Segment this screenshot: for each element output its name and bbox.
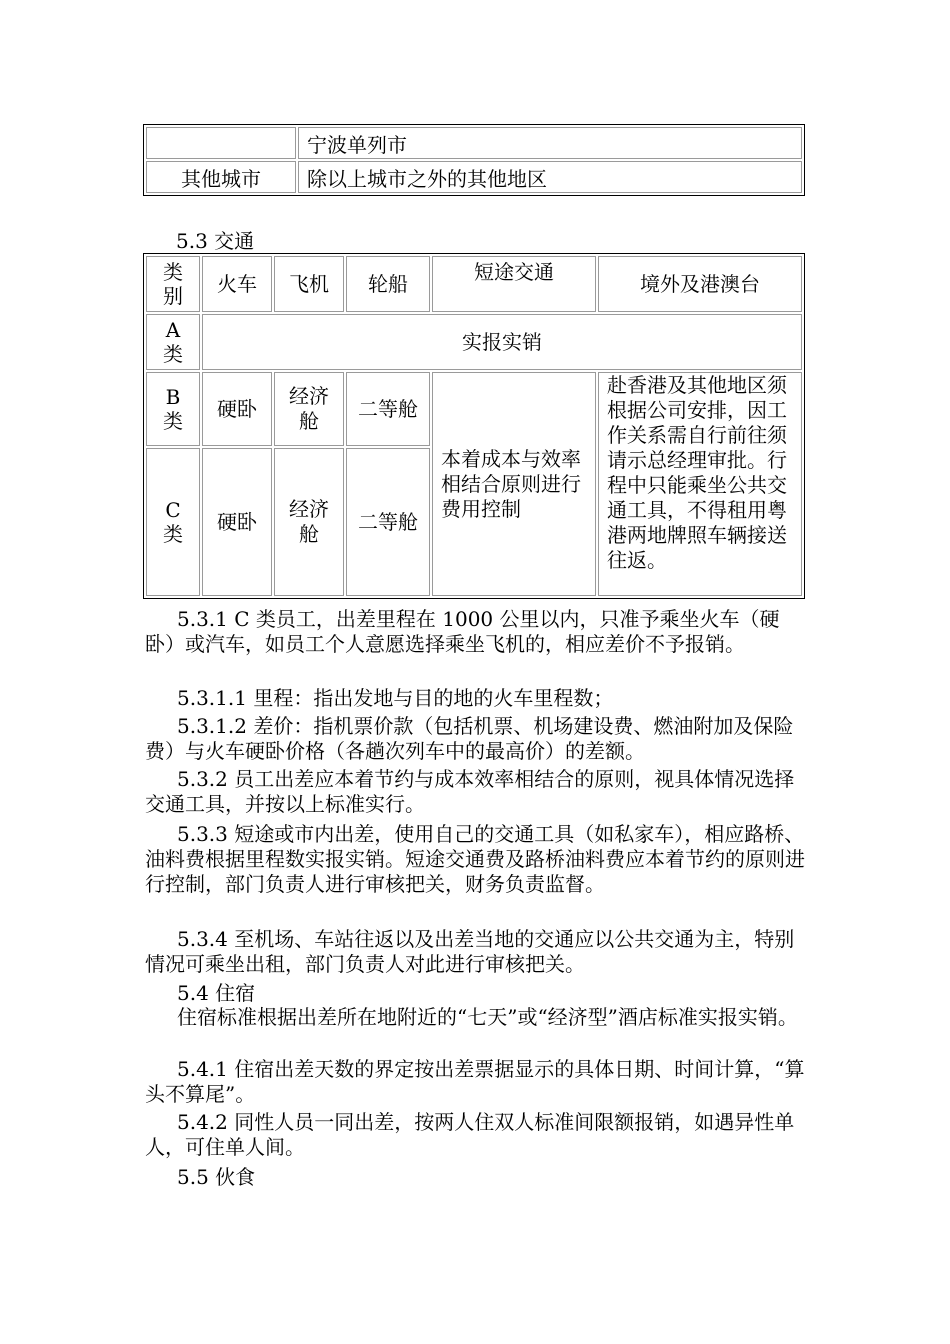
short-trip-policy: 本着成本与效率相结合原则进行费用控制 <box>432 372 596 596</box>
paragraph-5-3-2: 5.3.2 员工出差应本着节约与成本效率相结合的原则，视具体情况选择交通工具，并按以上标准实行。 <box>145 767 795 816</box>
category-c: C类 <box>146 448 200 596</box>
paragraph-5-3-1-1: 5.3.1.1 里程：指出发地与目的地的火车里程数； <box>177 686 614 710</box>
paragraph-5-4-1: 5.4.1 住宿出差天数的界定按出差票据显示的具体日期、时间计算，“算头不算尾”。 <box>145 1057 805 1106</box>
header-plane: 飞机 <box>274 256 344 312</box>
header-ship: 轮船 <box>346 256 430 312</box>
category-b-plane: 经济舱 <box>274 372 344 446</box>
table-header-row <box>146 256 802 312</box>
paragraph-5-4-2: 5.4.2 同性人员一同出差，按两人住双人标准间限额报销，如遇异性单人，可住单人间。 <box>145 1110 795 1159</box>
header-short-trip: 短途交通 <box>432 256 596 312</box>
header-train: 火车 <box>202 256 272 312</box>
paragraph-5-3-1-2: 5.3.1.2 差价：指机票价款（包括机票、机场建设费、燃油附加及保险费）与火车硬卧价格（各趟次列车中的最高价）的差额。 <box>145 714 794 763</box>
paragraph-5-3-4: 5.3.4 至机场、车站往返以及出差当地的交通应以公共交通为主，特别情况可乘坐出租，部门负责人对此进行审核把关。 <box>145 927 795 976</box>
category-a-policy: 实报实销 <box>202 314 802 370</box>
overseas-policy: 赴香港及其他地区须根据公司安排，因工作关系需自行前往须请示总经理审批。行程中只能乘坐公共交通工具，不得租用粤港两地牌照车辆接送往返。 <box>598 372 802 596</box>
header-overseas: 境外及港澳台 <box>598 256 802 312</box>
city-table <box>143 124 805 196</box>
category-c-plane: 经济舱 <box>274 448 344 596</box>
category-a: A类 <box>146 314 200 370</box>
table-cell <box>146 127 296 159</box>
category-b-ship: 二等舱 <box>346 372 430 446</box>
table-row <box>146 314 802 370</box>
paragraph-5-4: 住宿标准根据出差所在地附近的“七天”或“经济型”酒店标准实报实销。 <box>177 1005 798 1029</box>
table-cell: 宁波单列市 <box>298 127 802 159</box>
transport-table <box>143 253 805 599</box>
table-row <box>146 372 802 446</box>
table-cell: 其他城市 <box>146 161 296 193</box>
header-category: 类别 <box>146 256 200 312</box>
category-b: B类 <box>146 372 200 446</box>
section-heading-5-5: 5.5 伙食 <box>177 1165 256 1189</box>
section-heading-5-4: 5.4 住宿 <box>177 981 256 1005</box>
table-row <box>146 161 802 193</box>
section-heading-5-3: 5.3 交通 <box>176 229 255 253</box>
table-cell: 除以上城市之外的其他地区 <box>298 161 802 193</box>
paragraph-5-3-3: 5.3.3 短途或市内出差，使用自己的交通工具（如私家车），相应路桥、油料费根据里程数实报实销。短途交通费及路桥油料费应本着节约的原则进行控制，部门负责人进行审核把关，财务负责监督。 <box>145 822 805 896</box>
category-c-train: 硬卧 <box>202 448 272 596</box>
category-c-ship: 二等舱 <box>346 448 430 596</box>
paragraph-5-3-1: 5.3.1 C 类员工，出差里程在 1000 公里以内，只准予乘坐火车（硬卧）或汽车，如员工个人意愿选择乘坐飞机的，相应差价不予报销。 <box>145 607 780 656</box>
category-b-train: 硬卧 <box>202 372 272 446</box>
table-row <box>146 127 802 159</box>
